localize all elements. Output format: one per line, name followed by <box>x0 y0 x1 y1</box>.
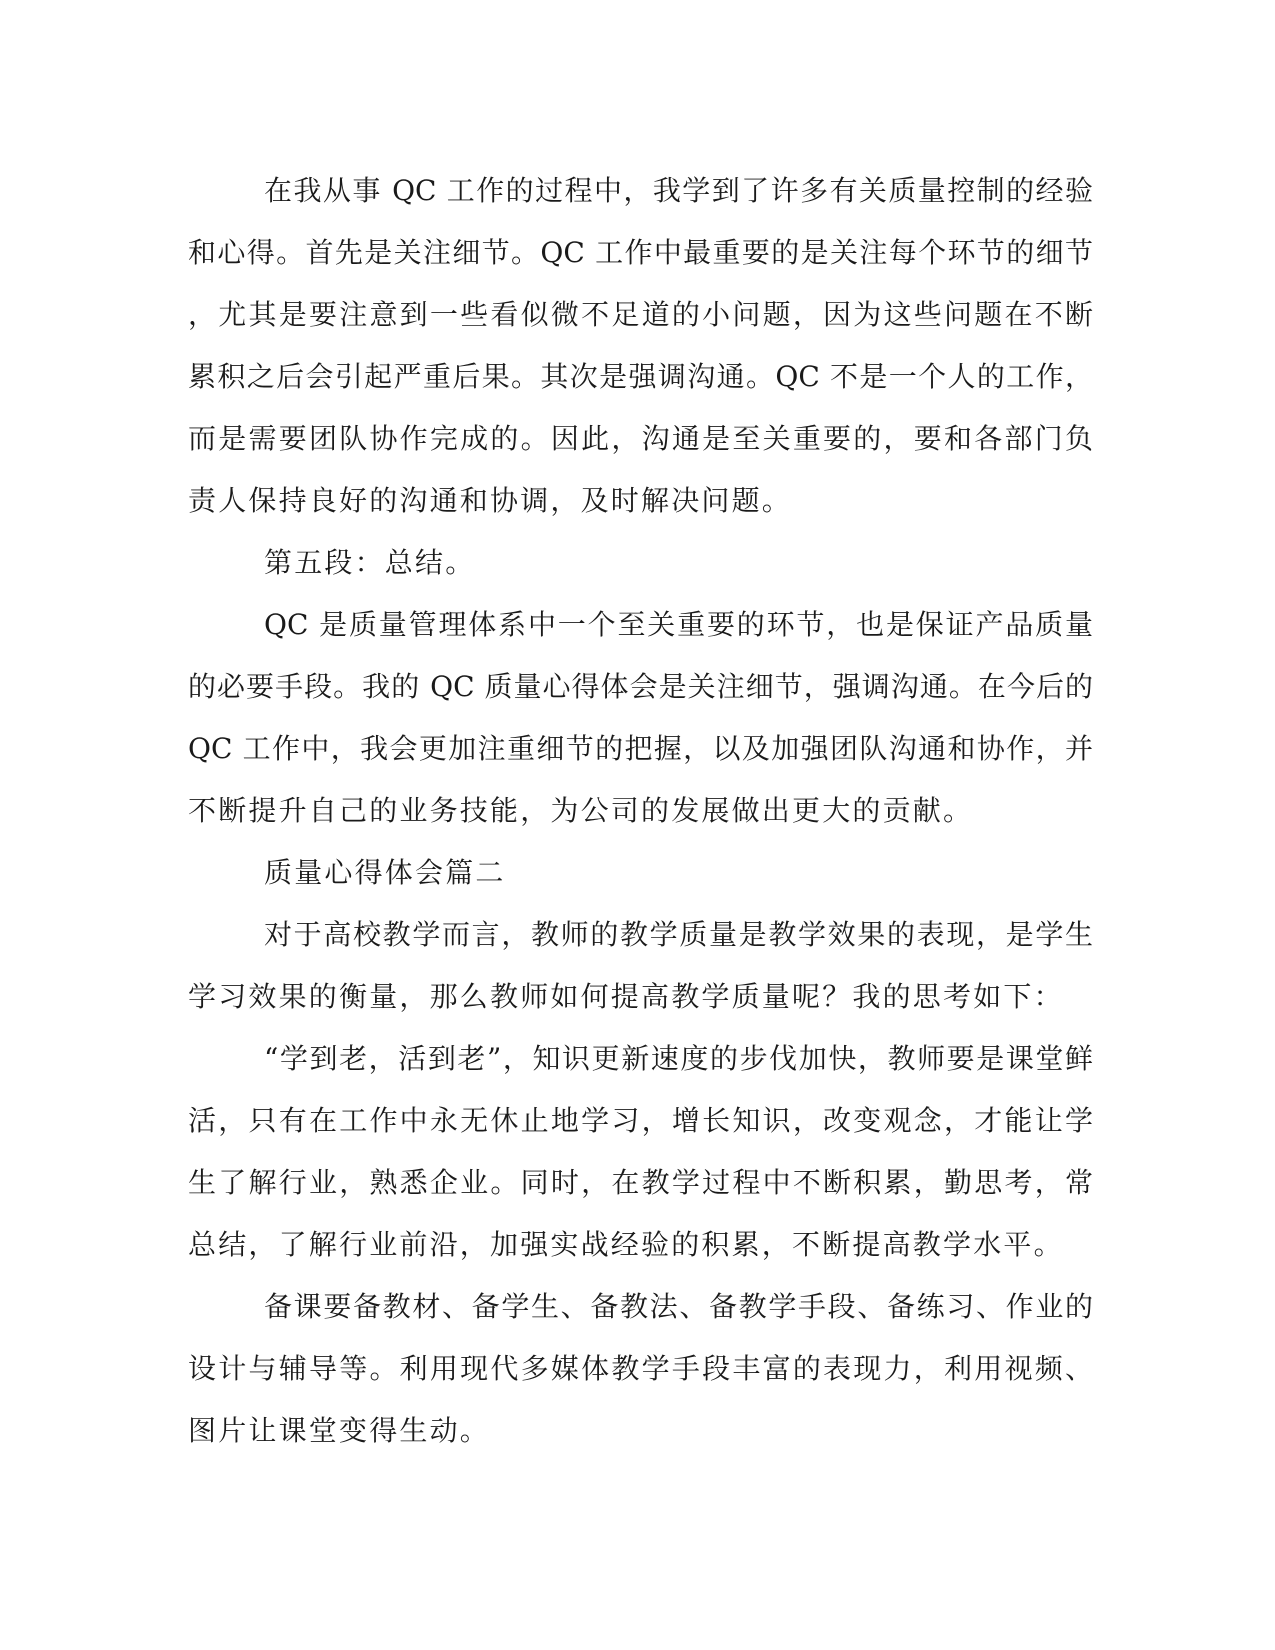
paragraph-teaching-quality <box>188 904 1093 1028</box>
text-line: 学习效果的衡量，那么教师如何提高教学质量呢？我的思考如下： <box>188 980 1064 1013</box>
section-heading-summary <box>188 532 1093 594</box>
text-line: 责人保持良好的沟通和协调，及时解决问题。 <box>188 484 793 517</box>
text-line: ，尤其是要注意到一些看似微不足道的小问题，因为这些问题在不断 <box>188 298 1093 331</box>
text-line: QC 是质量管理体系中一个至关重要的环节，也是保证产品质量 <box>264 608 1093 641</box>
text-line: 第五段：总结。 <box>264 546 476 579</box>
paragraph-qc-experience <box>188 160 1093 532</box>
text-line: 和心得。首先是关注细节。QC 工作中最重要的是关注每个环节的细节 <box>188 236 1093 269</box>
text-line: 备课要备教材、备学生、备教法、备教学手段、备练习、作业的 <box>264 1290 1093 1323</box>
text-line: 质量心得体会篇二 <box>264 856 506 889</box>
text-line: 的必要手段。我的 QC 质量心得体会是关注细节，强调沟通。在今后的 <box>188 670 1093 703</box>
text-line: 累积之后会引起严重后果。其次是强调沟通。QC 不是一个人的工作， <box>188 360 1093 393</box>
paragraph-lifelong-learning <box>188 1028 1093 1276</box>
document-body <box>188 160 1093 1462</box>
text-line: 活，只有在工作中永无休止地学习，增长知识，改变观念，才能让学 <box>188 1104 1093 1137</box>
text-line: 对于高校教学而言，教师的教学质量是教学效果的表现，是学生 <box>264 918 1093 951</box>
text-line: 而是需要团队协作完成的。因此，沟通是至关重要的，要和各部门负 <box>188 422 1093 455</box>
paragraph-summary <box>188 594 1093 842</box>
text-line: 在我从事 QC 工作的过程中，我学到了许多有关质量控制的经验 <box>264 174 1093 207</box>
text-line: 不断提升自己的业务技能，为公司的发展做出更大的贡献。 <box>188 794 974 827</box>
text-line: “学到老，活到老”，知识更新速度的步伐加快，教师要是课堂鲜 <box>264 1042 1093 1075</box>
section-heading-part-two <box>188 842 1093 904</box>
text-line: 总结，了解行业前沿，加强实战经验的积累，不断提高教学水平。 <box>188 1228 1064 1261</box>
text-line: 设计与辅导等。利用现代多媒体教学手段丰富的表现力，利用视频、 <box>188 1352 1093 1385</box>
text-line: 生了解行业，熟悉企业。同时，在教学过程中不断积累，勤思考，常 <box>188 1166 1093 1199</box>
text-line: QC 工作中，我会更加注重细节的把握，以及加强团队沟通和协作，并 <box>188 732 1093 765</box>
text-line: 图片让课堂变得生动。 <box>188 1414 491 1447</box>
paragraph-lesson-preparation <box>188 1276 1093 1462</box>
